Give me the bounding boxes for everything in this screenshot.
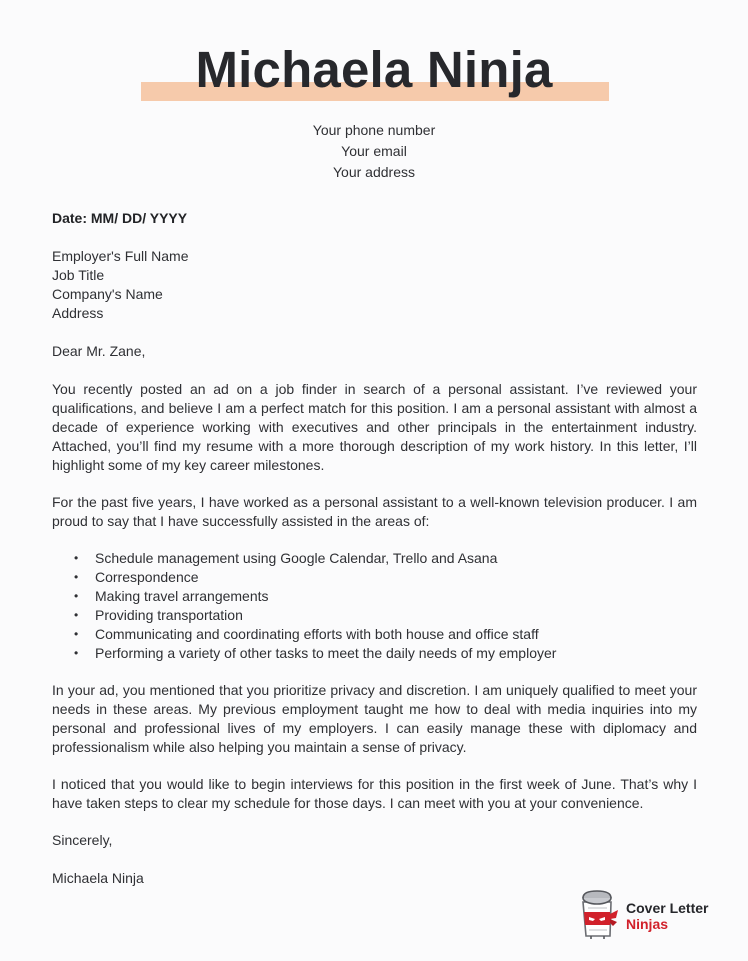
recipient-company: Company's Name — [52, 286, 163, 302]
bullet-icon: • — [74, 551, 79, 565]
paragraph-availability: I noticed that you would like to begin interviews for this position in the first week of June. That’s why I have taken steps to clear my schedule for those days. I can meet with you at your convenience. — [52, 776, 697, 811]
list-item: • Performing a variety of other tasks to meet the daily needs of my employer — [74, 645, 557, 661]
bullet-icon: • — [74, 589, 79, 603]
letter-date: Date: MM/ DD/ YYYY — [52, 210, 188, 226]
cover-letter-ninjas-logo — [577, 888, 727, 942]
logo-wordmark — [626, 900, 708, 932]
paragraph-experience: For the past five years, I have worked as a personal assistant to a well-known television producer. I am proud to say that I have successfully assisted in the areas of: — [52, 494, 697, 529]
recipient-address: Address — [52, 305, 104, 321]
salutation: Dear Mr. Zane, — [52, 343, 146, 359]
applicant-name: Michaela Ninja — [195, 41, 553, 98]
signature: Michaela Ninja — [52, 870, 144, 886]
logo-line-2: Ninjas — [626, 916, 669, 932]
list-item: • Communicating and coordinating efforts with both house and office staff — [74, 626, 539, 642]
bullet-icon: • — [74, 646, 79, 660]
ninja-scroll-icon — [577, 888, 619, 940]
recipient-job-title: Job Title — [52, 267, 105, 283]
list-item: • Making travel arrangements — [74, 588, 269, 604]
paragraph-privacy: In your ad, you mentioned that you prioritize privacy and discretion. I am uniquely qualified to meet your needs in these areas. My previous employment taught me how to deal with media inquiries into my personal and professional lives of my employers. I can easily manage these with diplomacy and professionalism while also helping you maintain a sense of privacy. — [52, 682, 697, 755]
contact-info — [0, 120, 748, 183]
list-item: • Correspondence — [74, 569, 199, 585]
contact-email: Your email — [341, 143, 407, 159]
recipient-name: Employer's Full Name — [52, 248, 189, 264]
paragraph-intro: You recently posted an ad on a job finder in search of a personal assistant. I’ve reviewed your qualifications, and believe I am a perfect match for this position. I am a personal assistant with almost a decade of experience working with executives and other principals in the entertainment industry. Attached, you’ll find my resume with a more thorough description of my work history. In this letter, I’ll highlight some of my key career milestones. — [52, 381, 697, 473]
letter-body — [52, 209, 697, 888]
bullet-icon: • — [74, 570, 79, 584]
contact-phone: Your phone number — [312, 122, 436, 138]
closing: Sincerely, — [52, 832, 113, 848]
list-item: • Schedule management using Google Calendar, Trello and Asana — [74, 550, 498, 566]
logo-line-1: Cover Letter — [626, 900, 709, 916]
contact-address: Your address — [333, 164, 415, 180]
bullet-icon: • — [74, 627, 79, 641]
letter-header — [0, 0, 748, 120]
skills-list — [52, 549, 697, 663]
recipient-block — [52, 247, 697, 323]
bullet-icon: • — [74, 608, 79, 622]
list-item: • Providing transportation — [74, 607, 243, 623]
